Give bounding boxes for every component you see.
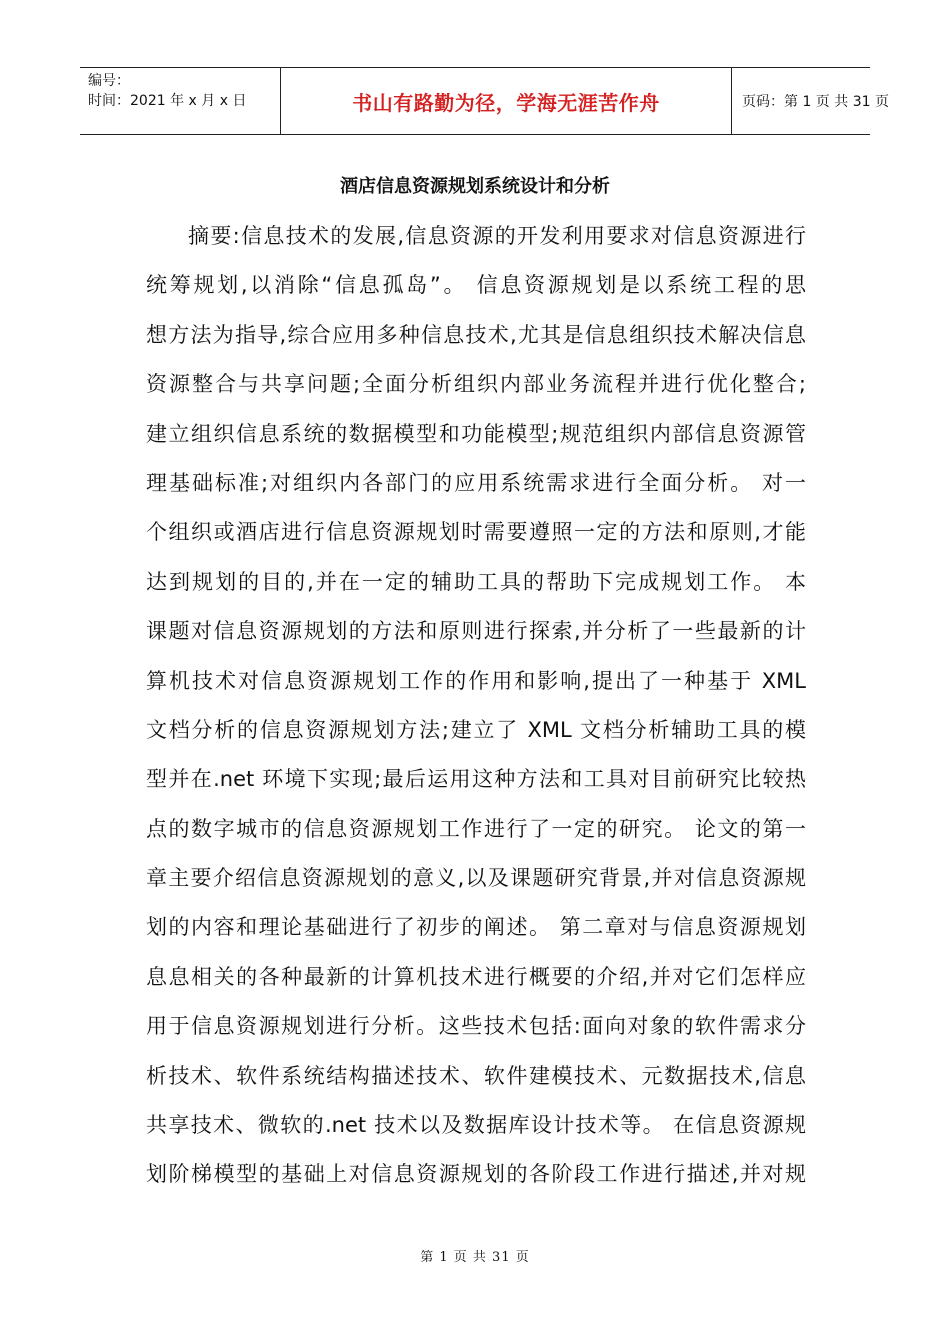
body-line: 课题对信息资源规划的方法和原则进行探索,并分析了一些最新的计 <box>146 619 806 644</box>
document-title: 酒店信息资源规划系统设计和分析 <box>340 176 610 197</box>
body-line: 理基础标准;对组织内各部门的应用系统需求进行全面分析。 对一 <box>146 470 806 495</box>
page-footer: 第 1 页 共 31 页 <box>420 1250 530 1265</box>
body-line: 统筹规划,以消除“信息孤岛”。 信息资源规划是以系统工程的思 <box>146 273 806 298</box>
body-line: 资源整合与共享问题;全面分析组织内部业务流程并进行优化整合; <box>146 372 806 397</box>
page-code: 页码：第 1 页 共 31 页 <box>742 94 889 110</box>
body-line: 型并在.net 环境下实现;最后运用这种方法和工具对目前研究比较热 <box>146 767 806 792</box>
header-page-cell <box>732 68 889 134</box>
body-line: 建立组织信息系统的数据模型和功能模型;规范组织内部信息资源管 <box>146 421 806 446</box>
body-line: 划的内容和理论基础进行了初步的阐述。 第二章对与信息资源规划 <box>146 915 806 940</box>
document-header <box>80 67 889 135</box>
body-line: 息息相关的各种最新的计算机技术进行概要的介绍,并对它们怎样应 <box>146 964 806 989</box>
body-line: 用于信息资源规划进行分析。这些技术包括:面向对象的软件需求分 <box>146 1014 806 1039</box>
body-line: 想方法为指导,综合应用多种信息技术,尤其是信息组织技术解决信息 <box>146 322 806 347</box>
motto-text: 书山有路勤为径，学海无涯苦作舟 <box>352 90 660 115</box>
body-line: 析技术、软件系统结构描述技术、软件建模技术、元数据技术,信息 <box>146 1063 806 1088</box>
body-line: 划阶梯模型的基础上对信息资源规划的各阶段工作进行描述,并对规 <box>146 1162 806 1187</box>
body-line: 文档分析的信息资源规划方法;建立了 XML 文档分析辅助工具的模 <box>146 717 806 742</box>
body-line: 达到规划的目的,并在一定的辅助工具的帮助下完成规划工作。 本 <box>146 569 806 594</box>
doc-number-label: 编号： <box>88 73 130 89</box>
body-line: 算机技术对信息资源规划工作的作用和影响,提出了一种基于 XML <box>146 668 806 693</box>
body-line: 个组织或酒店进行信息资源规划时需要遵照一定的方法和原则,才能 <box>146 520 806 545</box>
date-label: 时间：2021 年 x 月 x 日 <box>88 93 247 109</box>
body-line: 摘要:信息技术的发展,信息资源的开发利用要求对信息资源进行 <box>188 224 806 248</box>
header-meta-cell <box>80 68 280 134</box>
header-motto-cell <box>280 68 732 134</box>
body-line: 点的数字城市的信息资源规划工作进行了一定的研究。 论文的第一 <box>146 816 806 841</box>
document-body <box>146 212 806 1200</box>
body-line: 章主要介绍信息资源规划的意义,以及课题研究背景,并对信息资源规 <box>146 866 806 891</box>
body-line: 共享技术、微软的.net 技术以及数据库设计技术等。 在信息资源规 <box>146 1113 806 1138</box>
